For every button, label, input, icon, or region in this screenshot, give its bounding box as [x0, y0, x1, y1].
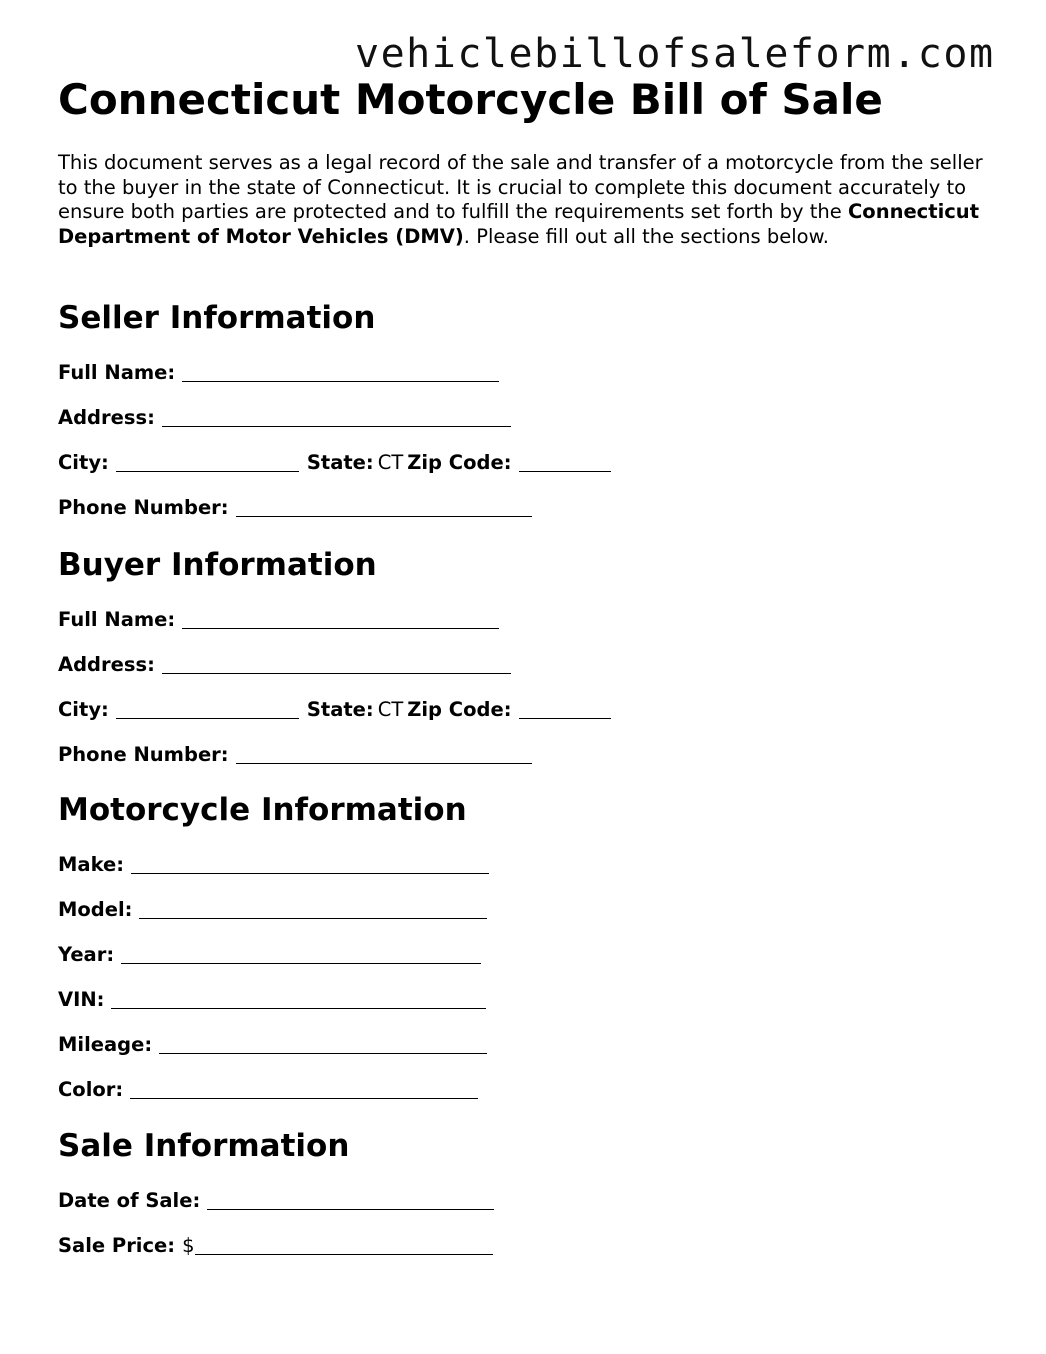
motorcycle-make-row: [58, 850, 489, 878]
motorcycle-year-label: Year:: [58, 943, 115, 966]
seller-phone-label: Phone Number:: [58, 496, 229, 519]
motorcycle-heading: Motorcycle Information: [58, 792, 467, 828]
buyer-full-name-label: Full Name:: [58, 608, 176, 631]
motorcycle-color-label: Color:: [58, 1078, 124, 1101]
motorcycle-year-field[interactable]: [121, 943, 481, 964]
motorcycle-model-field[interactable]: [139, 898, 487, 919]
intro-text-start: This document serves as a legal record of the sale and transfer of a motorcycle from the seller to the buyer in the state of Connecticut. It is crucial to complete this document accurately to ensure both parties are protected and to fulfill the requirements set forth by the: [58, 151, 983, 223]
buyer-phone-row: [58, 740, 532, 768]
buyer-address-label: Address:: [58, 653, 155, 676]
intro-text-end: . Please fill out all the sections below.: [463, 224, 829, 248]
buyer-full-name-row: [58, 605, 499, 633]
sale-price-row: [58, 1231, 493, 1259]
seller-city-row: [58, 448, 611, 476]
motorcycle-mileage-field[interactable]: [159, 1033, 487, 1054]
buyer-city-field[interactable]: [116, 698, 299, 719]
sale-date-row: [58, 1186, 494, 1214]
sale-price-label: Sale Price:: [58, 1234, 176, 1257]
buyer-zip-label: Zip Code:: [407, 698, 512, 721]
buyer-phone-field[interactable]: [236, 743, 532, 764]
buyer-section: [58, 545, 998, 585]
motorcycle-vin-field[interactable]: [111, 988, 486, 1009]
document-title: Connecticut Motorcycle Bill of Sale: [58, 75, 883, 124]
intro-dmv-name: Connecticut Department of Motor Vehicles (DMV): [58, 200, 980, 248]
buyer-state-label: State:: [306, 698, 374, 721]
motorcycle-mileage-label: Mileage:: [58, 1033, 153, 1056]
seller-zip-field[interactable]: [519, 451, 611, 472]
seller-city-label: City:: [58, 451, 109, 474]
sale-price-field[interactable]: [195, 1234, 493, 1255]
watermark: vehiclebillofsaleform.com: [355, 31, 995, 77]
seller-state-label: State:: [306, 451, 374, 474]
sale-heading: Sale Information: [58, 1128, 350, 1164]
motorcycle-year-row: [58, 940, 481, 968]
intro-paragraph: [58, 151, 993, 249]
seller-full-name-label: Full Name:: [58, 361, 176, 384]
motorcycle-vin-label: VIN:: [58, 988, 105, 1011]
motorcycle-make-label: Make:: [58, 853, 125, 876]
motorcycle-color-field[interactable]: [130, 1078, 478, 1099]
seller-phone-field[interactable]: [236, 496, 532, 517]
motorcycle-model-label: Model:: [58, 898, 133, 921]
seller-state-value: CT: [377, 451, 404, 474]
motorcycle-make-field[interactable]: [131, 853, 489, 874]
currency-symbol: $: [182, 1234, 195, 1257]
motorcycle-model-row: [58, 895, 487, 923]
sale-date-label: Date of Sale:: [58, 1189, 201, 1212]
seller-zip-label: Zip Code:: [407, 451, 512, 474]
buyer-full-name-field[interactable]: [182, 608, 499, 629]
seller-address-field[interactable]: [162, 406, 511, 427]
buyer-address-row: [58, 650, 511, 678]
motorcycle-vin-row: [58, 985, 486, 1013]
seller-full-name-row: [58, 358, 499, 386]
seller-full-name-field[interactable]: [182, 361, 499, 382]
buyer-city-row: [58, 695, 611, 723]
buyer-state-value: CT: [377, 698, 404, 721]
buyer-zip-field[interactable]: [519, 698, 611, 719]
motorcycle-section: [58, 790, 998, 830]
seller-section: [58, 298, 998, 338]
seller-phone-row: [58, 493, 532, 521]
sale-section: [58, 1126, 998, 1166]
buyer-heading: Buyer Information: [58, 547, 377, 583]
buyer-city-label: City:: [58, 698, 109, 721]
seller-address-row: [58, 403, 511, 431]
motorcycle-mileage-row: [58, 1030, 487, 1058]
motorcycle-color-row: [58, 1075, 478, 1103]
sale-date-field[interactable]: [207, 1189, 494, 1210]
seller-city-field[interactable]: [116, 451, 299, 472]
buyer-address-field[interactable]: [162, 653, 511, 674]
buyer-phone-label: Phone Number:: [58, 743, 229, 766]
seller-heading: Seller Information: [58, 300, 376, 336]
seller-address-label: Address:: [58, 406, 155, 429]
